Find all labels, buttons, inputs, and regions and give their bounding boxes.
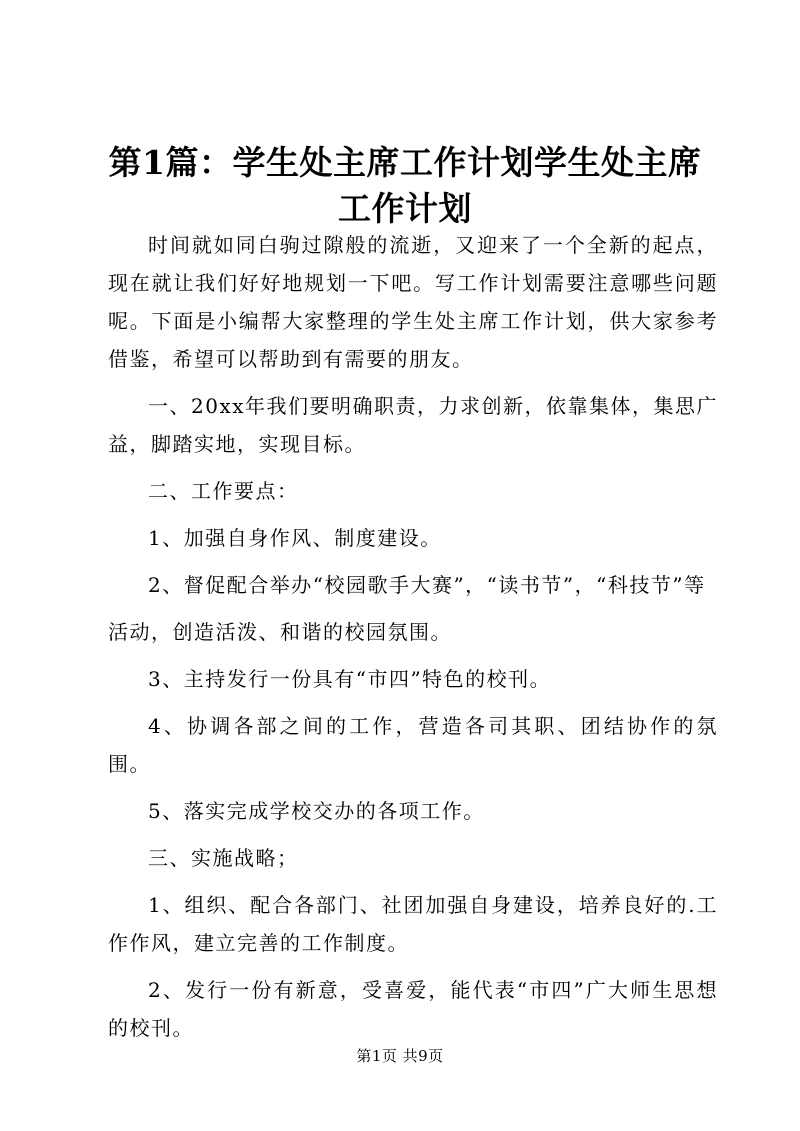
list-item: 2、督促配合举办“校园歌手大赛”，“读书节”，“科技节”等	[148, 573, 706, 597]
document-title: 第1篇：学生处主席工作计划学生处主席工作计划	[108, 143, 702, 228]
paragraph-intro: 时间就如同白驹过隙般的流逝，又迎来了一个全新的起点，现在就让我们好好地规划一下吧。写工作计划需要注意哪些问题呢。下面是小编帮大家整理的学生处主席工作计划，供大家参考借鉴，希望可以帮助到有需要的朋友。	[108, 233, 718, 371]
list-item: 1、加强自身作风、制度建设。	[148, 526, 442, 550]
section-heading-work-points: 二、工作要点：	[148, 479, 299, 503]
list-item-continuation: 活动，创造活泼、和谐的校园氛围。	[108, 620, 452, 644]
page-footer: 第1页 共9页	[356, 1047, 444, 1065]
list-item: 4、协调各部之间的工作，营造各司其职、团结协作的氛围。	[108, 714, 718, 776]
section-heading-strategy: 三、实施战略；	[148, 846, 299, 870]
list-item: 1、组织、配合各部门、社团加强自身建设，培养良好的.工作作风，建立完善的工作制度。	[108, 893, 718, 955]
list-item: 5、落实完成学校交办的各项工作。	[148, 799, 485, 823]
list-item: 2、发行一份有新意，受喜爱，能代表“市四”广大师生思想的校刊。	[108, 978, 718, 1040]
list-item: 3、主持发行一份具有“市四”特色的校刊。	[148, 667, 552, 691]
paragraph-goal: 一、20xx年我们要明确职责，力求创新，依靠集体，集思广益，脚踏实地，实现目标。	[108, 394, 719, 456]
document-body	[108, 226, 718, 1056]
